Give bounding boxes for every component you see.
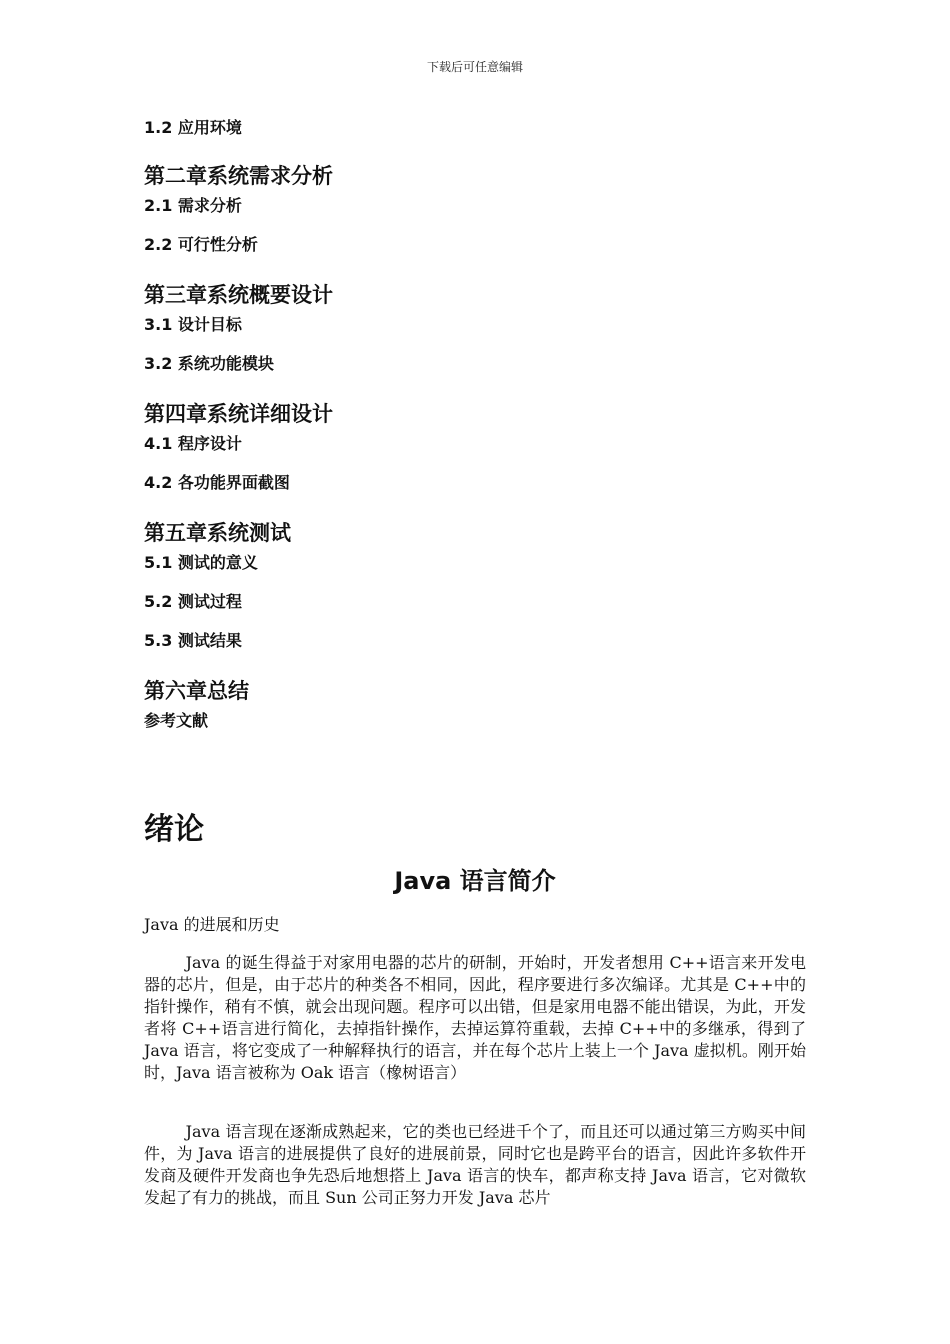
toc-item-3-1: 3.1 设计目标: [144, 315, 242, 334]
body-paragraph-2: Java 语言现在逐渐成熟起来，它的类也已经进千个了，而且还可以通过第三方购买中间件，为 Java 语言的进展提供了良好的进展前景，同时它也是跨平台的语言，因此许多软件开发商及硬件开发商也争先恐后地想搭上 Java 语言的快车，都声称支持 Java 语言，它对微软发起了有力的挑战，而且 Sun 公司正努力开发 Java 芯片: [144, 1122, 806, 1207]
toc-chapter-6: 第六章总结: [144, 679, 249, 703]
toc-item-4-1: 4.1 程序设计: [144, 434, 242, 453]
toc-item-5-3: 5.3 测试结果: [144, 631, 242, 650]
toc-item-4-2: 4.2 各功能界面截图: [144, 473, 290, 492]
toc-chapter-3: 第三章系统概要设计: [144, 283, 333, 307]
page-header: 下载后可任意编辑: [426, 60, 523, 74]
toc-item-2-2: 2.2 可行性分析: [144, 235, 258, 254]
toc-item-references: 参考文献: [144, 711, 209, 730]
toc-chapter-5: 第五章系统测试: [144, 521, 291, 545]
section-title: Java 语言简介: [394, 867, 556, 895]
section-subtitle: Java 的进展和历史: [144, 915, 280, 934]
toc-item-2-1: 2.1 需求分析: [144, 196, 242, 215]
toc-chapter-4: 第四章系统详细设计: [144, 402, 333, 426]
toc-item-3-2: 3.2 系统功能模块: [144, 354, 274, 373]
table-of-contents: [144, 116, 804, 748]
body-paragraph-1: Java 的诞生得益于对家用电器的芯片的研制，开始时，开发者想用 C++语言来开发电器的芯片，但是，由于芯片的种类各不相同，因此，程序要进行多次编译。尤其是 C++中的指针操作，稍有不慎，就会出现问题。程序可以出错，但是家用电器不能出错误，为此，开发者将 C++语言进行简化，去掉指针操作，去掉运算符重载，去掉 C++中的多继承，得到了 Java 语言，将它变成了一种解释执行的语言，并在每个芯片上装上一个 Java 虚拟机。刚开始时，Java 语言被称为 Oak 语言（橡树语言）: [144, 953, 806, 1082]
toc-item-5-2: 5.2 测试过程: [144, 592, 242, 611]
toc-chapter-2: 第二章系统需求分析: [144, 164, 333, 188]
toc-item-1-2: 1.2 应用环境: [144, 118, 242, 137]
toc-item-5-1: 5.1 测试的意义: [144, 553, 258, 572]
intro-heading: 绪论: [144, 812, 204, 847]
